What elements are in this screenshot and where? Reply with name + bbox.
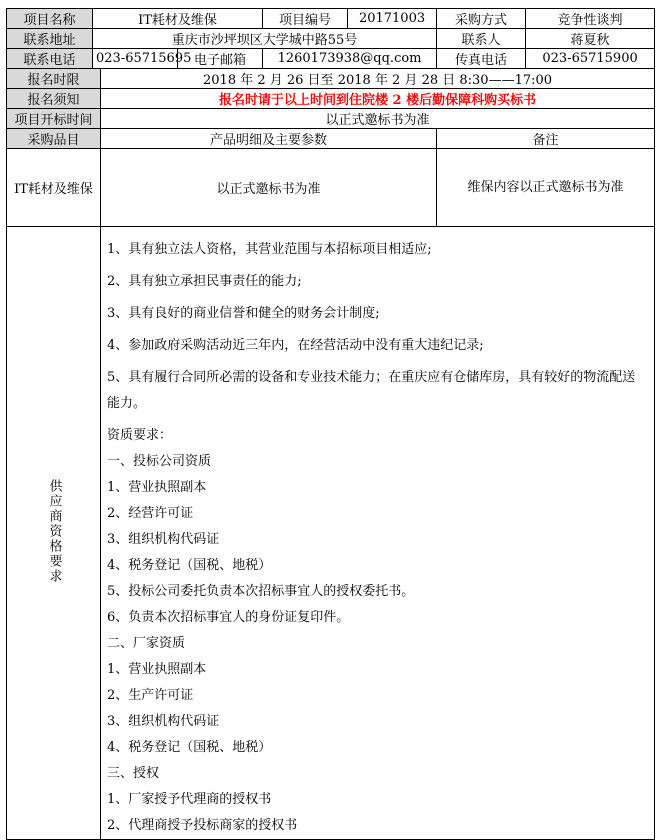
requirements-list (107, 237, 648, 417)
requirements-content (101, 227, 655, 840)
qualification-title: 资质要求： (107, 428, 173, 443)
sec1-item-1: 1、营业执照副本 (107, 480, 207, 495)
requirements-label: 供应商资格要求 (46, 478, 62, 584)
sec2-item-3: 3、组织机构代码证 (107, 714, 220, 729)
contact: 蒋夏秋 (526, 29, 655, 49)
sec2-item-2: 2、生产许可证 (107, 688, 194, 703)
item-remark: 维保内容以正式邀标书为准 (437, 149, 655, 227)
registration-notice: 报名时请于以上时间到住院楼 2 楼后勤保障科购买标书 (101, 89, 655, 109)
sec3-item-1: 1、厂家授予代理商的授权书 (107, 792, 272, 807)
req-line-3: 3、具有良好的商业信誉和健全的财务会计制度; (107, 306, 380, 321)
sec2-item-4: 4、税务登记（国税、地税） (107, 740, 272, 755)
item-detail: 以正式邀标书为准 (101, 149, 437, 227)
header-purchase-item: 采购品目 (7, 129, 101, 149)
row-registration-notice (7, 89, 655, 109)
header-product-detail: 产品明细及主要参数 (101, 129, 437, 149)
sec1-item-2: 2、经营许可证 (107, 506, 194, 521)
project-name: IT耗材及维保 (93, 9, 263, 29)
sec2-item-1: 1、营业执照副本 (107, 662, 207, 677)
sec3-item-2: 2、代理商授予投标商家的授权书 (107, 818, 298, 833)
row-opening-time (7, 109, 655, 129)
project-no: 20171003 (348, 9, 437, 29)
req-line-5: 5、具有履行合同所必需的设备和专业技术能力；在重庆应有仓储库房，具有较好的物流配送能力。 (107, 370, 636, 411)
row-requirements (7, 227, 655, 840)
label-phone: 联系电话 (7, 49, 93, 69)
label-opening-time: 项目开标时间 (7, 109, 101, 129)
label-contact: 联系人 (437, 29, 526, 49)
email: 1260173938@qq.com (263, 49, 437, 69)
procurement-table (6, 8, 655, 840)
opening-time: 以正式邀标书为准 (101, 109, 655, 129)
row-address (7, 29, 655, 49)
address: 重庆市沙坪坝区大学城中路55号 (93, 29, 437, 49)
phone: 023-65715695 (93, 49, 178, 69)
label-project-name: 项目名称 (7, 9, 93, 29)
section2-title: 二、厂家资质 (107, 636, 186, 651)
section3-title: 三、授权 (107, 766, 160, 781)
row-registration-time (7, 69, 655, 89)
sec1-item-5: 5、投标公司委托负责本次招标事宜人的授权委托书。 (107, 584, 415, 599)
row-phone (7, 49, 655, 69)
label-email: 电子邮箱 (178, 49, 263, 69)
header-remark: 备注 (437, 129, 655, 149)
req-line-4: 4、参加政府采购活动近三年内，在经营活动中没有重大违纪记录; (107, 338, 484, 353)
req-line-2: 2、具有独立承担民事责任的能力; (107, 274, 302, 289)
item-name: IT耗材及维保 (7, 149, 101, 227)
sec1-item-4: 4、税务登记（国税、地税） (107, 558, 272, 573)
sec1-item-6: 6、负责本次招标事宜人的身份证复印件。 (107, 610, 350, 625)
label-fax: 传真电话 (437, 49, 526, 69)
sec1-item-3: 3、组织机构代码证 (107, 532, 220, 547)
label-address: 联系地址 (7, 29, 93, 49)
fax: 023-65715900 (526, 49, 655, 69)
req-line-1: 1、具有独立法人资格，其营业范围与本招标项目相适应; (107, 242, 432, 257)
row-project-info (7, 9, 655, 29)
label-registration-time: 报名时限 (7, 69, 101, 89)
label-project-no: 项目编号 (263, 9, 348, 29)
row-column-headers (7, 129, 655, 149)
section1-title: 一、投标公司资质 (107, 454, 212, 469)
row-item (7, 149, 655, 227)
requirements-label-cell (7, 227, 101, 840)
label-registration-notice: 报名须知 (7, 89, 101, 109)
purchase-method: 竞争性谈判 (526, 9, 655, 29)
registration-time: 2018 年 2 月 26 日至 2018 年 2 月 28 日 8:30——17:00 (101, 69, 655, 89)
label-purchase-method: 采购方式 (437, 9, 526, 29)
